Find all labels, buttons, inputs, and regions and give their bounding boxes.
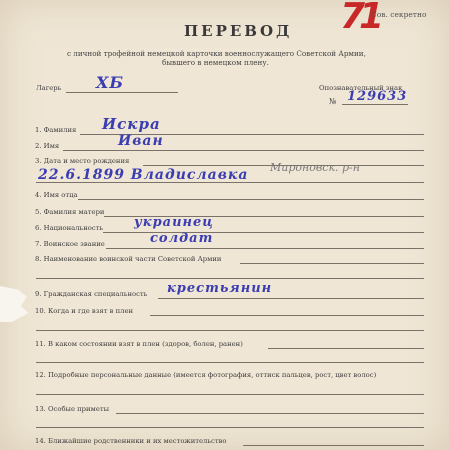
document-title: ПЕРЕВОД <box>184 22 293 40</box>
field-12-line <box>36 394 424 395</box>
field-3-label: 3. Дата и место рождения <box>35 157 130 165</box>
field-7-line <box>106 248 424 249</box>
camp-value: XБ <box>96 73 125 92</box>
field-7-label: 7. Воинское звание <box>35 240 105 248</box>
field-8-line-a <box>240 263 424 264</box>
field-8-line-b <box>36 278 424 279</box>
field-12-label: 12. Подробные персональные данные (имеется фотография, оттиск пальцев, рост, цвет волос) <box>35 371 377 379</box>
torn-edge <box>0 286 30 322</box>
field-6-value: украинец <box>134 215 214 230</box>
field-14-label: 14. Ближайшие родственники и их местожительство <box>35 437 227 445</box>
classification-mark: Сов. секретно <box>371 10 427 19</box>
field-13-line-a <box>116 413 424 414</box>
registration-label: Опознавательный знак <box>319 84 403 92</box>
field-7-value: солдат <box>150 231 214 246</box>
subtitle-line-1: с личной трофейной немецкой карточки военнослужащего Советской Армии, <box>67 49 366 58</box>
field-9-value: крестьянин <box>167 281 273 296</box>
field-8-label: 8. Наименование воинской части Советской Армии <box>35 255 222 263</box>
field-1-label: 1. Фамилия <box>35 126 77 134</box>
field-2-line <box>63 150 424 151</box>
field-3-line-b <box>36 182 424 183</box>
field-5-label: 5. Фамилия матери <box>35 208 105 216</box>
field-6-label: 6. Национальность <box>35 224 104 232</box>
field-9-label: 9. Гражданская специальность <box>35 290 148 298</box>
field-11-line-b <box>36 362 424 363</box>
field-14-line <box>243 445 424 446</box>
camp-label: Лагерь <box>36 84 62 92</box>
registration-value: 129633 <box>347 89 408 104</box>
field-3-value: 22.6.1899 Владиславка <box>38 167 249 183</box>
field-10-line-a <box>150 315 424 316</box>
field-10-line-b <box>36 330 424 331</box>
field-3-pencil-note: Мироновск. р-н <box>270 161 361 174</box>
field-13-label: 13. Особые приметы <box>35 405 110 413</box>
registration-underline <box>342 104 408 105</box>
field-2-label: 2. Имя <box>35 142 60 150</box>
field-11-label: 11. В каком состоянии взят в плен (здоров, болен, ранен) <box>35 340 243 348</box>
camp-underline <box>66 92 178 93</box>
field-13-line-b <box>36 427 424 428</box>
sheet-number: 71 <box>340 0 379 37</box>
field-9-line <box>158 298 424 299</box>
subtitle-line-2: бывшего в немецком плену. <box>162 58 269 67</box>
field-2-value: Иван <box>118 133 164 149</box>
field-3-line-a <box>143 165 424 166</box>
field-4-label: 4. Имя отца <box>35 191 78 199</box>
field-10-label: 10. Когда и где взят в плен <box>35 307 134 315</box>
registration-prefix: № <box>329 97 337 106</box>
field-11-line-a <box>268 348 424 349</box>
field-1-value: Искра <box>102 115 161 133</box>
field-4-line <box>78 199 424 200</box>
